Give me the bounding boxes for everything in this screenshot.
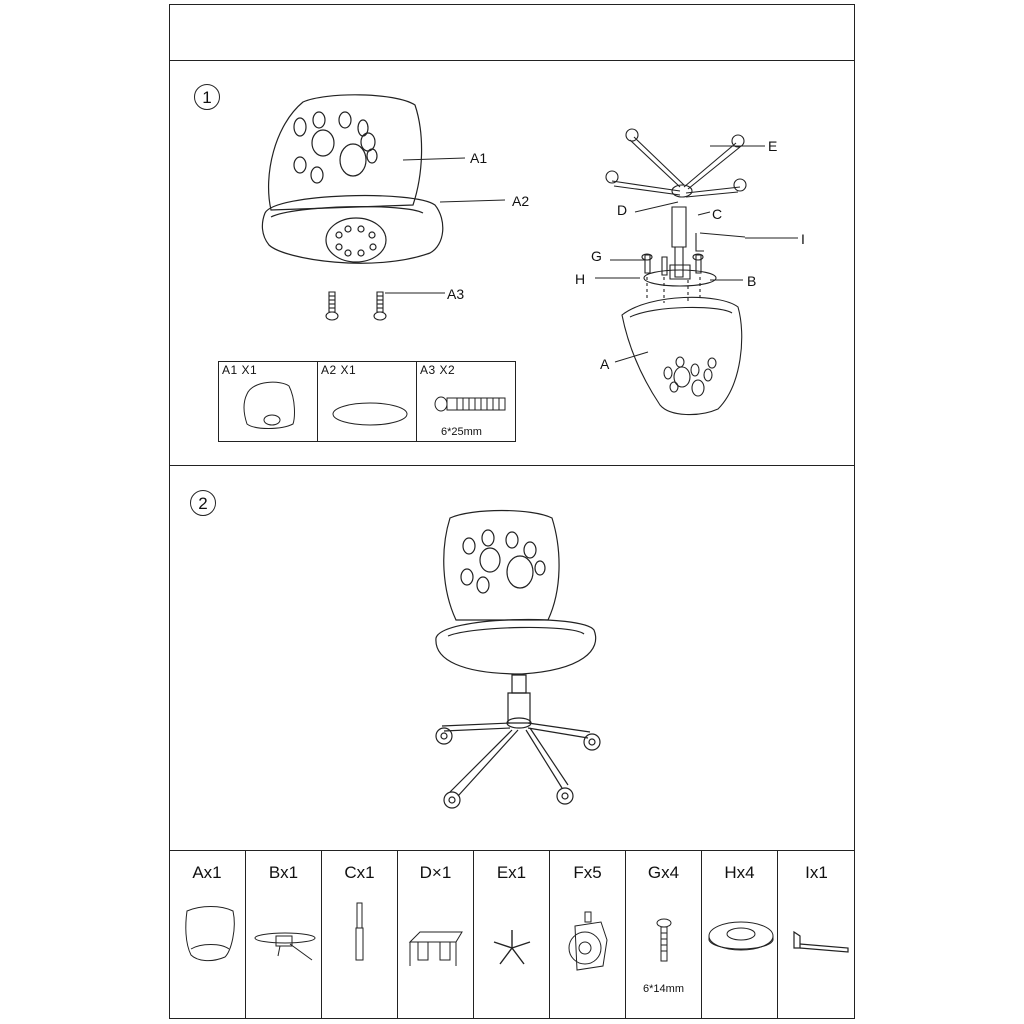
assembled-chair-drawing	[422, 510, 622, 810]
screw-icon	[320, 290, 400, 330]
label-g: G	[591, 248, 602, 264]
mechanism-icon	[250, 928, 320, 968]
label-i: I	[801, 231, 805, 247]
screw-icon	[654, 918, 674, 968]
step-1-parts-table	[218, 361, 516, 442]
part-c	[322, 850, 398, 1019]
label-c: C	[712, 206, 723, 222]
table-header: A3 X2	[420, 363, 456, 377]
part-g	[626, 850, 702, 1019]
part-a	[169, 850, 246, 1019]
parts-list	[169, 850, 855, 1019]
part-header: Cx1	[344, 863, 375, 882]
bolt-size-caption: 6*25mm	[441, 426, 482, 438]
part-e	[474, 850, 550, 1019]
part-header: Ax1	[192, 863, 222, 882]
part-header: Hx4	[724, 863, 755, 882]
leader-lines-a	[395, 150, 515, 300]
part-header: Ex1	[496, 863, 527, 882]
seat-shell-icon	[241, 380, 301, 430]
label-e: E	[768, 138, 778, 154]
table-header: A2 X1	[321, 363, 357, 377]
table-header: A1 X1	[222, 363, 258, 377]
washer-icon	[706, 918, 776, 958]
label-a3: A3	[447, 286, 465, 302]
caster-icon	[563, 910, 613, 980]
part-header: Ix1	[805, 863, 828, 882]
step-divider	[169, 465, 855, 466]
part-header: Bx1	[268, 863, 299, 882]
label-a1: A1	[470, 150, 488, 166]
cover-icon	[406, 930, 466, 970]
table-cell-a2	[318, 362, 417, 441]
seat-icon	[181, 905, 241, 965]
part-header: Fx5	[573, 863, 602, 882]
step-1-number: 1	[194, 84, 220, 110]
part-d	[398, 850, 474, 1019]
screw-size-caption: 6*14mm	[643, 983, 684, 995]
part-header: Gx4	[647, 863, 680, 882]
part-f	[550, 850, 626, 1019]
label-b: B	[747, 273, 757, 289]
part-h	[702, 850, 778, 1019]
allen-key-icon	[790, 930, 850, 960]
part-b	[246, 850, 322, 1019]
label-a: A	[600, 356, 610, 372]
label-a2: A2	[512, 193, 530, 209]
gas-lift-icon	[350, 903, 370, 963]
header-divider	[169, 60, 855, 61]
star-base-icon	[492, 928, 532, 968]
part-header: D×1	[419, 863, 452, 882]
cushion-icon	[330, 400, 410, 430]
label-h: H	[575, 271, 586, 287]
part-i	[778, 850, 855, 1019]
table-cell-a1	[219, 362, 318, 441]
table-cell-a3	[417, 362, 517, 441]
bolt-icon	[433, 392, 513, 422]
label-d: D	[617, 202, 628, 218]
step-2-number: 2	[190, 490, 216, 516]
